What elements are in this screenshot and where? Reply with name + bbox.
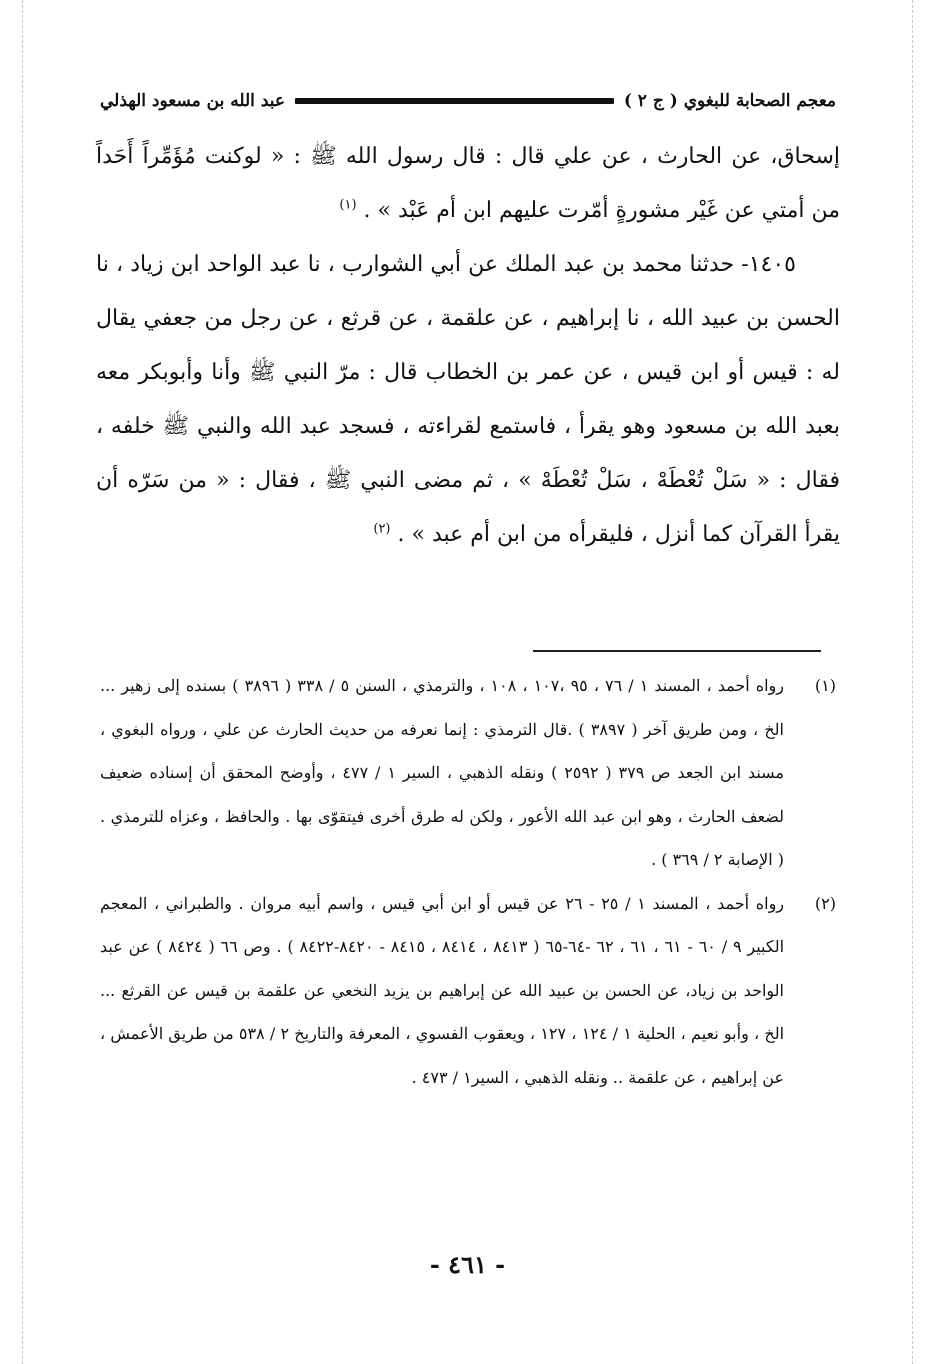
- main-text: [96, 130, 840, 562]
- header-book-title: معجم الصحابة للبغوي ( ج ٢ ): [623, 91, 836, 111]
- header-rule: [295, 98, 614, 104]
- header-chapter-title: عبد الله بن مسعود الهذلي: [100, 91, 286, 111]
- footnotes: [100, 664, 836, 1099]
- footnote-number: (٢): [814, 893, 836, 913]
- footnote-ref: (٢): [373, 521, 391, 537]
- footnote-item: [100, 882, 836, 1100]
- margin-guide-right: [912, 0, 913, 1364]
- paragraph-hadith-1405: [96, 238, 840, 562]
- footnote-item: [100, 664, 836, 882]
- paragraph-text: ١٤٠٥- حدثنا محمد بن عبد الملك عن أبي الشوارب ، نا عبد الواحد ابن زياد ، نا الحسن بن عبيد الله ، نا إبراهيم ، عن علقمة ، عن قرثع ، عن رجل من جعفي يقال له : قيس أو ابن قيس ، عن عمر بن الخطاب قال : مرّ النبي ﷺ وأنا وأبوبكر معه بعبد الله بن مسعود وهو يقرأ ، فاستمع لقراءته ، فسجد عبد الله والنبي ﷺ خلفه ، فقال : « سَلْ تُعْطَهْ ، سَلْ تُعْطَهْ » ، ثم مضى النبي ﷺ ، فقال : « من سَرّه أن يقرأ القرآن كما أنزل ، فليقرأه من ابن أم عبد » .: [96, 252, 840, 547]
- margin-guide-left: [22, 0, 23, 1364]
- footnote-text: رواه أحمد ، المسند ١ / ٢٥ - ٢٦ عن قيس أو ابن أبي قيس ، واسم أبيه مروان . والطبراني ، المعجم الكبير ٩ / ٦٠ - ٦١ ، ٦١ ، ٦٢ -٦٤-٦٥ ( ٨٤١٣ ، ٨٤١٤ ، ٨٤١٥ - ٨٤٢٠-٨٤٢٢ ) . وص ٦٦ ( ٨٤٢٤ ) عن عبد الواحد بن زياد، عن الحسن بن عبيد الله عن إبراهيم بن يزيد النخعي عن علقمة بن قيس عن القرثع ... الخ ، وأبو نعيم ، الحلية ١ / ١٢٤ ، ١٢٧ ، ويعقوب الفسوي ، المعرفة والتاريخ ٢ / ٥٣٨ من طريق الأعمش ، عن إبراهيم ، عن علقمة .. ونقله الذهبي ، السير١ / ٤٧٣ .: [100, 893, 785, 1087]
- footnote-text: رواه أحمد ، المسند ١ / ٧٦ ، ٩٥ ،١٠٧ ، ١٠٨ ، والترمذي ، السنن ٥ / ٣٣٨ ( ٣٨٩٦ ) بسنده إلى زهير ... الخ ، ومن طريق آخر ( ٣٨٩٧ ) .قال الترمذي : إنما نعرفه من حديث الحارث عن علي ، ورواه البغوي ، مسند ابن الجعد ص ٣٧٩ ( ٢٥٩٢ ) ونقله الذهبي ، السير ١ / ٤٧٧ ، وأوضح المحقق أن إسناده ضعيف لضعف الحارث ، وهو ابن عبد الله الأعور ، ولكن له طرق أخرى فيتقوّى بها . والحافظ ، وعزاه للترمذي . ( الإصابة ٢ / ٣٦٩ ) .: [100, 676, 785, 869]
- page-number: - ٤٦١ -: [429, 1250, 506, 1279]
- footnote-number: (١): [814, 676, 836, 695]
- running-header: [100, 86, 836, 116]
- footnote-separator: [533, 650, 821, 652]
- footnote-ref: (١): [339, 197, 357, 213]
- paragraph-continuation: [96, 130, 840, 238]
- paragraph-text: إسحاق، عن الحارث ، عن علي قال : قال رسول الله ﷺ : « لوكنت مُؤَمِّراً أَحَداً من أمتي عن غَيْر مشورةٍ أمّرت عليهم ابن أم عَبْد » .: [96, 144, 840, 223]
